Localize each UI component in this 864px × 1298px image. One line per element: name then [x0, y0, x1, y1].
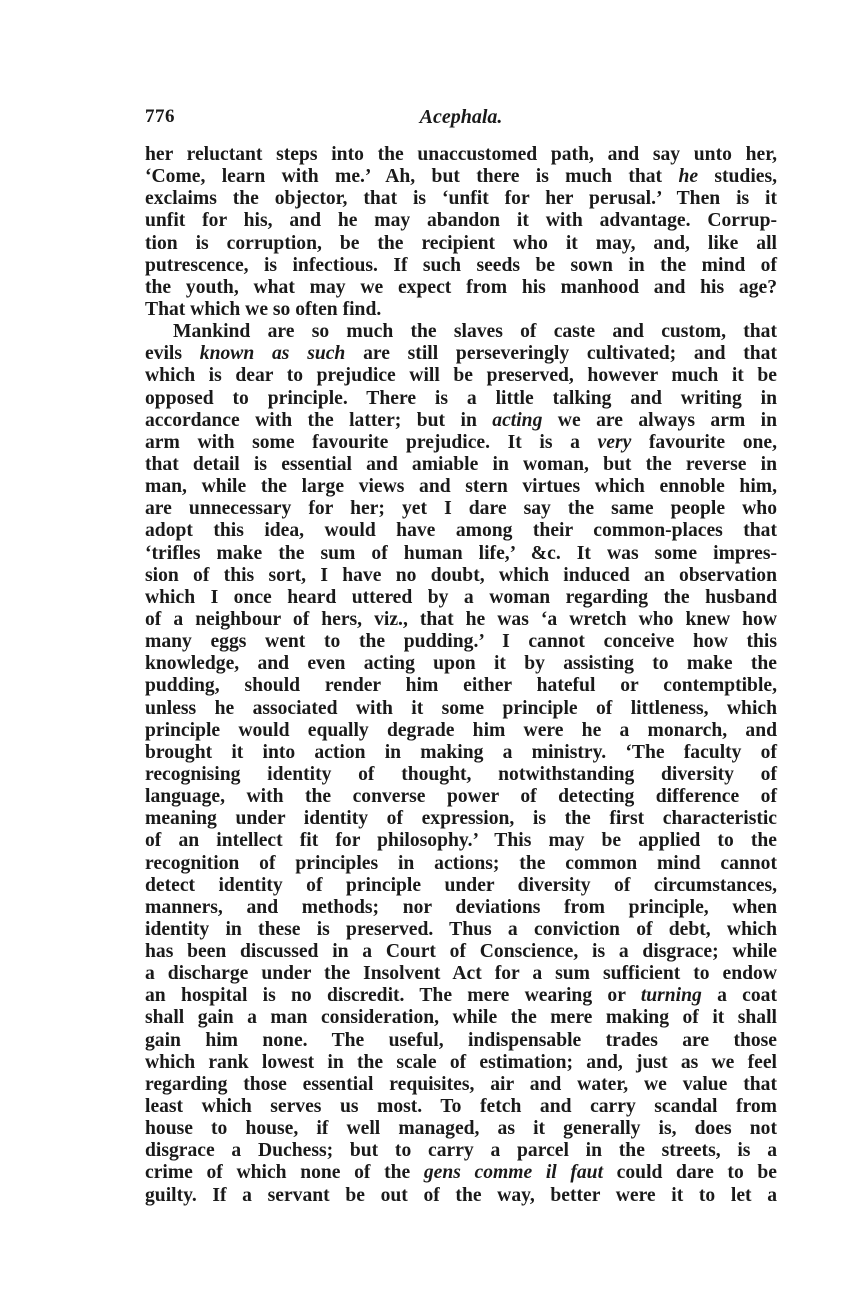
text-line: identity in these is preserved. Thus a conviction of debt, which	[145, 918, 777, 940]
text-line: regarding those essential requisites, air and water, we value that	[145, 1073, 777, 1095]
text-line: her reluctant steps into the unaccustomed path, and say unto her,	[145, 144, 777, 165]
text-line: arm with some favourite prejudice. It is a very favourite one,	[145, 431, 778, 453]
text-line: which rank lowest in the scale of estimation; and, just as we feel	[145, 1051, 777, 1073]
text-line: manners, and methods; nor deviations from principle, when	[145, 896, 777, 918]
text-line: knowledge, and even acting upon it by assisting to make the	[145, 653, 777, 675]
text-line: gain him none. The useful, indispensable trades are those	[145, 1029, 777, 1051]
text-line: an hospital is no discredit. The mere wearing or turning a coat	[145, 985, 777, 1007]
text-line: that detail is essential and amiable in woman, but the reverse in	[145, 453, 777, 475]
text-line: accordance with the latter; but in acting we are always arm in	[145, 409, 778, 431]
text-line: guilty. If a servant be out of the way, better were it to let a	[145, 1184, 777, 1206]
text-line: unless he associated with it some principle of littleness, which	[145, 697, 777, 719]
text-line: Mankind are so much the slaves of caste and custom, that	[173, 321, 777, 343]
text-line: That which we so often find.	[145, 298, 382, 320]
text-line: tion is corruption, be the recipient who it may, and, like all	[145, 232, 777, 254]
text-line: many eggs went to the pudding.’ I cannot conceive how this	[145, 631, 777, 653]
text-line: recognising identity of thought, notwithstanding diversity of	[145, 763, 777, 785]
text-line: meaning under identity of expression, is the first characteristic	[145, 808, 777, 830]
text-line: disgrace a Duchess; but to carry a parcel in the streets, is a	[145, 1140, 777, 1162]
text-line: least which serves us most. To fetch and carry scandal from	[145, 1096, 777, 1118]
text-line: recognition of principles in actions; the common mind cannot	[145, 852, 777, 874]
text-line: unfit for his, and he may abandon it with advantage. Corrup-	[145, 210, 777, 232]
text-line: adopt this idea, would have among their common-places that	[145, 520, 777, 542]
text-line: language, with the converse power of detecting difference of	[145, 786, 777, 808]
text-line: the youth, what may we expect from his manhood and his age?	[145, 276, 777, 298]
text-line: of an intellect fit for philosophy.’ This may be applied to the	[145, 830, 777, 852]
page-number: 776	[145, 106, 175, 127]
text-line: principle would equally degrade him were he a monarch, and	[145, 719, 777, 741]
text-line: brought it into action in making a ministry. ‘The faculty of	[145, 741, 777, 763]
book-page	[145, 104, 777, 1207]
text-line: shall gain a man consideration, while the mere making of it shall	[145, 1007, 777, 1029]
text-line: ‘Come, learn with me.’ Ah, but there is much that he studies,	[145, 166, 777, 188]
body-text	[145, 144, 777, 1207]
text-line: pudding, should render him either hateful or contemptible,	[145, 675, 777, 697]
text-line: sion of this sort, I have no doubt, which induced an observation	[145, 564, 777, 586]
text-line: house to house, if well managed, as it generally is, does not	[145, 1118, 777, 1140]
text-line: which is dear to prejudice will be preserved, however much it be	[145, 365, 777, 387]
text-line: a discharge under the Insolvent Act for a sum sufficient to endow	[145, 963, 777, 985]
running-title: Acephala.	[419, 106, 503, 128]
text-line: putrescence, is infectious. If such seeds be sown in the mind of	[145, 254, 777, 276]
text-line: ‘trifles make the sum of human life,’ &c. It was some impres-	[145, 542, 777, 564]
text-line: has been discussed in a Court of Conscience, is a disgrace; while	[145, 941, 777, 963]
text-line: which I once heard uttered by a woman regarding the husband	[145, 586, 777, 608]
text-line: of a neighbour of hers, viz., that he was ‘a wretch who knew how	[145, 608, 777, 630]
text-line: detect identity of principle under diversity of circumstances,	[145, 874, 777, 896]
text-line: are unnecessary for her; yet I dare say the same people who	[145, 498, 777, 520]
text-line: exclaims the objector, that is ‘unfit for her perusal.’ Then is it	[145, 188, 777, 210]
text-line: crime of which none of the gens comme il faut could dare to be	[145, 1162, 777, 1184]
text-line: evils known as such are still perseveringly cultivated; and that	[145, 343, 777, 365]
text-line: man, while the large views and stern virtues which ennoble him,	[145, 476, 777, 498]
running-head	[145, 104, 777, 132]
text-line: opposed to principle. There is a little talking and writing in	[145, 387, 777, 409]
